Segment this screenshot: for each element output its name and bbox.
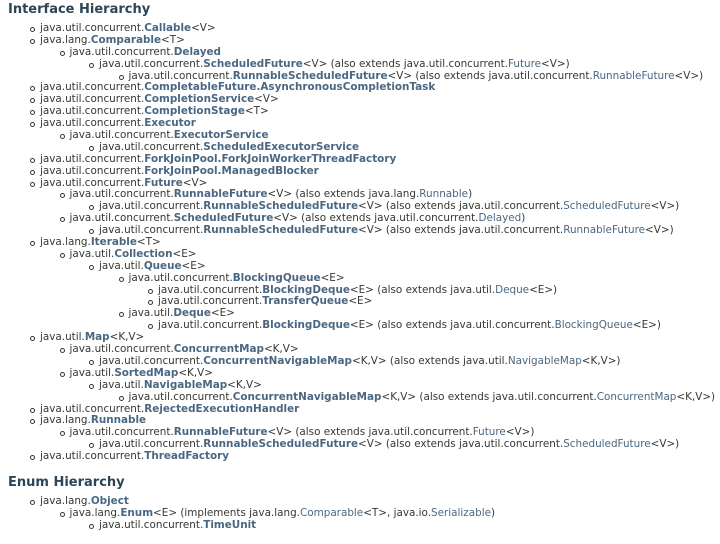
- package-prefix: java.lang.: [40, 494, 91, 507]
- bullet-icon: [60, 253, 65, 258]
- package-prefix: java.util.concurrent.: [99, 200, 204, 213]
- type-link[interactable]: SortedMap: [114, 366, 179, 379]
- package-prefix: java.util.: [69, 247, 115, 260]
- package-prefix: java.util.concurrent.: [99, 140, 204, 153]
- package-prefix: java.util.concurrent.: [158, 283, 263, 296]
- type-link[interactable]: BlockingDeque: [262, 283, 350, 296]
- bullet-icon: [30, 98, 35, 103]
- type-link[interactable]: BlockingQueue: [232, 271, 321, 284]
- type-link[interactable]: Future: [144, 176, 183, 189]
- extends-note: ): [521, 212, 526, 225]
- type-link[interactable]: RunnableScheduledFuture: [203, 200, 358, 213]
- type-link[interactable]: CompletableFuture.AsynchronousCompletionTask: [144, 81, 436, 94]
- package-prefix: java.util.: [40, 331, 85, 344]
- package-prefix: java.util.concurrent.: [128, 390, 233, 403]
- enum-hierarchy-tree: [8, 496, 720, 532]
- package-prefix: java.util.: [99, 259, 144, 272]
- extends-note: (also extends java.util.concurrent.: [327, 57, 508, 70]
- type-params: <E>: [320, 271, 345, 284]
- bullet-icon: [30, 455, 35, 460]
- bullet-icon: [30, 122, 35, 127]
- type-link[interactable]: Queue: [143, 259, 182, 272]
- package-prefix: java.util.: [128, 307, 174, 320]
- type-params: <E>: [349, 283, 374, 296]
- type-params: <T>: [244, 105, 269, 118]
- bullet-icon: [30, 336, 35, 341]
- type-link[interactable]: ExecutorService: [173, 129, 269, 142]
- tree-item: [8, 520, 720, 532]
- extends-note: (also extends java.util.concurrent.: [382, 438, 564, 451]
- type-link[interactable]: Deque: [173, 307, 211, 320]
- bullet-icon: [148, 300, 153, 305]
- extends-note: (also extends java.lang.: [292, 188, 420, 201]
- extends-note: <V>): [541, 57, 570, 70]
- type-link[interactable]: RejectedExecutionHandler: [144, 402, 300, 415]
- package-prefix: java.util.concurrent.: [40, 176, 145, 189]
- package-prefix: java.util.concurrent.: [40, 22, 145, 34]
- tree-item: [8, 261, 720, 273]
- type-link[interactable]: Enum: [120, 506, 154, 519]
- package-prefix: java.util.concurrent.: [99, 438, 204, 451]
- type-link[interactable]: ConcurrentMap: [173, 343, 264, 356]
- bullet-icon: [30, 158, 35, 163]
- extends-link[interactable]: Delayed: [478, 212, 522, 225]
- type-params: <E>: [348, 295, 373, 308]
- type-params: <K,V>: [351, 354, 387, 367]
- bullet-icon: [60, 372, 65, 377]
- extends-link[interactable]: RunnableFuture: [592, 69, 675, 82]
- extends-note: <E>): [529, 283, 558, 296]
- type-link[interactable]: ThreadFactory: [144, 450, 230, 463]
- type-params: <E>: [210, 307, 235, 320]
- bullet-icon: [89, 524, 94, 529]
- extends-note: <T>, java.io.: [363, 506, 432, 519]
- package-prefix: java.util.concurrent.: [99, 57, 204, 70]
- type-link[interactable]: RunnableScheduledFuture: [232, 69, 388, 82]
- bullet-icon: [60, 512, 65, 517]
- extends-link[interactable]: Runnable: [419, 188, 469, 201]
- bullet-icon: [119, 396, 124, 401]
- extends-link[interactable]: ScheduledFuture: [563, 200, 651, 213]
- type-params: <V>: [358, 224, 383, 237]
- extends-link[interactable]: RunnableFuture: [563, 224, 646, 237]
- package-prefix: java.util.concurrent.: [40, 93, 145, 106]
- extends-link[interactable]: Comparable: [299, 506, 364, 519]
- extends-note: <V>): [505, 426, 535, 439]
- package-prefix: java.util.concurrent.: [40, 402, 145, 415]
- package-prefix: java.lang.: [69, 506, 121, 519]
- bullet-icon: [30, 86, 35, 91]
- bullet-icon: [30, 500, 35, 505]
- extends-note: <E>): [632, 319, 661, 332]
- extends-note: <V>): [650, 200, 680, 213]
- bullet-icon: [89, 205, 94, 210]
- type-link[interactable]: Collection: [114, 247, 173, 260]
- bullet-icon: [60, 348, 65, 353]
- bullet-icon: [89, 265, 94, 270]
- package-prefix: java.lang.: [40, 414, 91, 427]
- package-prefix: java.util.concurrent.: [128, 69, 233, 82]
- package-prefix: java.util.: [69, 366, 115, 379]
- package-prefix: java.util.concurrent.: [40, 117, 145, 130]
- package-prefix: java.util.concurrent.: [158, 319, 263, 332]
- type-params: <E>: [349, 319, 374, 332]
- package-prefix: java.util.concurrent.: [69, 212, 174, 225]
- type-link[interactable]: ConcurrentNavigableMap: [203, 354, 352, 367]
- type-params: <V>: [273, 212, 298, 225]
- extends-note: (also extends java.util.concurrent.: [373, 319, 555, 332]
- package-prefix: java.util.concurrent.: [69, 343, 174, 356]
- bullet-icon: [30, 241, 35, 246]
- type-link[interactable]: NavigableMap: [143, 378, 228, 391]
- bullet-icon: [60, 193, 65, 198]
- package-prefix: java.util.concurrent.: [40, 105, 145, 118]
- type-link[interactable]: ScheduledFuture: [173, 212, 274, 225]
- type-params: <V>: [358, 200, 383, 213]
- bullet-icon: [119, 312, 124, 317]
- extends-note: (also extends java.util.concurrent.: [412, 69, 593, 82]
- bullet-icon: [89, 229, 94, 234]
- package-prefix: java.util.concurrent.: [69, 188, 174, 201]
- extends-note: (also extends java.util.concurrent.: [292, 426, 473, 439]
- extends-note: ): [468, 188, 473, 201]
- package-prefix: java.util.concurrent.: [40, 81, 145, 94]
- type-link[interactable]: Iterable: [90, 236, 137, 249]
- package-prefix: java.util.: [99, 378, 144, 391]
- type-params: <K,V>: [381, 390, 417, 403]
- type-link[interactable]: CompletionService: [144, 93, 255, 106]
- type-params: <V>: [267, 426, 293, 439]
- bullet-icon: [60, 431, 65, 436]
- type-link[interactable]: ForkJoinPool.ForkJoinWorkerThreadFactory: [144, 152, 397, 165]
- bullet-icon: [148, 324, 153, 329]
- type-params: <T>: [161, 33, 185, 46]
- extends-note: <V>): [674, 69, 704, 82]
- interface-hierarchy-tree: [8, 23, 720, 463]
- extends-link[interactable]: Serializable: [431, 506, 492, 519]
- type-params: <V>: [302, 57, 328, 70]
- bullet-icon: [60, 134, 65, 139]
- type-link[interactable]: RunnableScheduledFuture: [203, 438, 358, 451]
- package-prefix: java.util.concurrent.: [69, 129, 174, 142]
- package-prefix: java.util.concurrent.: [158, 295, 263, 308]
- type-link[interactable]: TimeUnit: [203, 518, 257, 531]
- bullet-icon: [30, 39, 35, 44]
- type-link[interactable]: RunnableScheduledFuture: [203, 224, 358, 237]
- package-prefix: java.lang.: [40, 236, 91, 249]
- extends-note: <K,V>): [581, 354, 621, 367]
- bullet-icon: [30, 408, 35, 413]
- extends-note: (also extends java.util.concurrent.: [382, 200, 564, 213]
- bullet-icon: [119, 277, 124, 282]
- type-params: <V>: [267, 188, 293, 201]
- package-prefix: java.util.concurrent.: [99, 518, 204, 531]
- package-prefix: java.util.concurrent.: [99, 224, 204, 237]
- tree-item: [8, 296, 720, 308]
- bullet-icon: [60, 51, 65, 56]
- package-prefix: java.util.concurrent.: [69, 426, 174, 439]
- type-link[interactable]: Executor: [144, 117, 196, 130]
- type-params: <K,V>: [178, 366, 213, 379]
- extends-link[interactable]: Future: [507, 57, 542, 70]
- type-link[interactable]: ForkJoinPool.ManagedBlocker: [144, 164, 319, 177]
- extends-note: <V>): [645, 224, 674, 237]
- extends-note: (also extends java.util.: [373, 283, 496, 296]
- type-params: <E>: [153, 506, 178, 519]
- bullet-icon: [30, 27, 35, 32]
- tree-item: [8, 451, 720, 463]
- type-link[interactable]: Delayed: [173, 45, 221, 58]
- package-prefix: java.util.concurrent.: [40, 152, 145, 165]
- extends-link[interactable]: ConcurrentMap: [596, 390, 677, 403]
- bullet-icon: [89, 146, 94, 151]
- extends-note: (also extends java.util.concurrent.: [297, 212, 479, 225]
- type-link[interactable]: CompletionStage: [144, 105, 245, 118]
- type-link[interactable]: ConcurrentNavigableMap: [232, 390, 382, 403]
- package-prefix: java.util.concurrent.: [99, 354, 204, 367]
- bullet-icon: [119, 75, 124, 80]
- bullet-icon: [60, 217, 65, 222]
- type-link[interactable]: Map: [84, 331, 110, 344]
- extends-link[interactable]: ScheduledFuture: [563, 438, 651, 451]
- type-link[interactable]: Runnable: [90, 414, 147, 427]
- type-params: <K,V>: [109, 331, 145, 344]
- type-link[interactable]: BlockingDeque: [262, 319, 350, 332]
- extends-note: <V>): [650, 438, 680, 451]
- type-params: <K,V>: [227, 378, 262, 391]
- type-params: <E>: [181, 259, 206, 272]
- extends-link[interactable]: BlockingQueue: [554, 319, 633, 332]
- type-params: <V>: [387, 69, 413, 82]
- extends-note: ): [491, 506, 496, 519]
- type-link[interactable]: Callable: [144, 22, 192, 34]
- type-link[interactable]: RunnableFuture: [173, 188, 268, 201]
- bullet-icon: [89, 63, 94, 68]
- package-prefix: java.util.concurrent.: [128, 271, 233, 284]
- type-link[interactable]: ScheduledExecutorService: [203, 140, 360, 153]
- extends-link[interactable]: Future: [472, 426, 506, 439]
- extends-note: (also extends java.util.: [386, 354, 508, 367]
- extends-link[interactable]: NavigableMap: [507, 354, 582, 367]
- bullet-icon: [148, 289, 153, 294]
- bullet-icon: [30, 170, 35, 175]
- type-params: <K,V>: [263, 343, 299, 356]
- bullet-icon: [89, 360, 94, 365]
- package-prefix: java.util.concurrent.: [40, 164, 145, 177]
- extends-note: (also extends java.util.concurrent.: [416, 390, 597, 403]
- package-prefix: java.util.concurrent.: [69, 45, 174, 58]
- type-params: <T>: [136, 236, 161, 249]
- type-link[interactable]: Object: [90, 494, 129, 507]
- type-link[interactable]: RunnableFuture: [173, 426, 268, 439]
- extends-note: <K,V>): [676, 390, 716, 403]
- package-prefix: java.lang.: [40, 33, 91, 46]
- section-title-enum: Enum Hierarchy: [8, 474, 125, 490]
- extends-link[interactable]: Deque: [495, 283, 530, 296]
- bullet-icon: [30, 182, 35, 187]
- type-params: <V>: [191, 22, 216, 34]
- type-params: <V>: [254, 93, 279, 106]
- type-link[interactable]: Comparable: [90, 33, 162, 46]
- package-prefix: java.util.concurrent.: [40, 450, 145, 463]
- type-params: <V>: [182, 176, 208, 189]
- extends-note: (implements java.lang.: [177, 506, 300, 519]
- type-link[interactable]: TransferQueue: [262, 295, 349, 308]
- type-link[interactable]: ScheduledFuture: [203, 57, 303, 70]
- bullet-icon: [30, 110, 35, 115]
- extends-note: (also extends java.util.concurrent.: [382, 224, 564, 237]
- type-params: <E>: [172, 247, 197, 260]
- bullet-icon: [89, 384, 94, 389]
- section-title-interface: Interface Hierarchy: [8, 2, 151, 17]
- bullet-icon: [89, 443, 94, 448]
- type-params: <V>: [358, 438, 383, 451]
- bullet-icon: [30, 419, 35, 424]
